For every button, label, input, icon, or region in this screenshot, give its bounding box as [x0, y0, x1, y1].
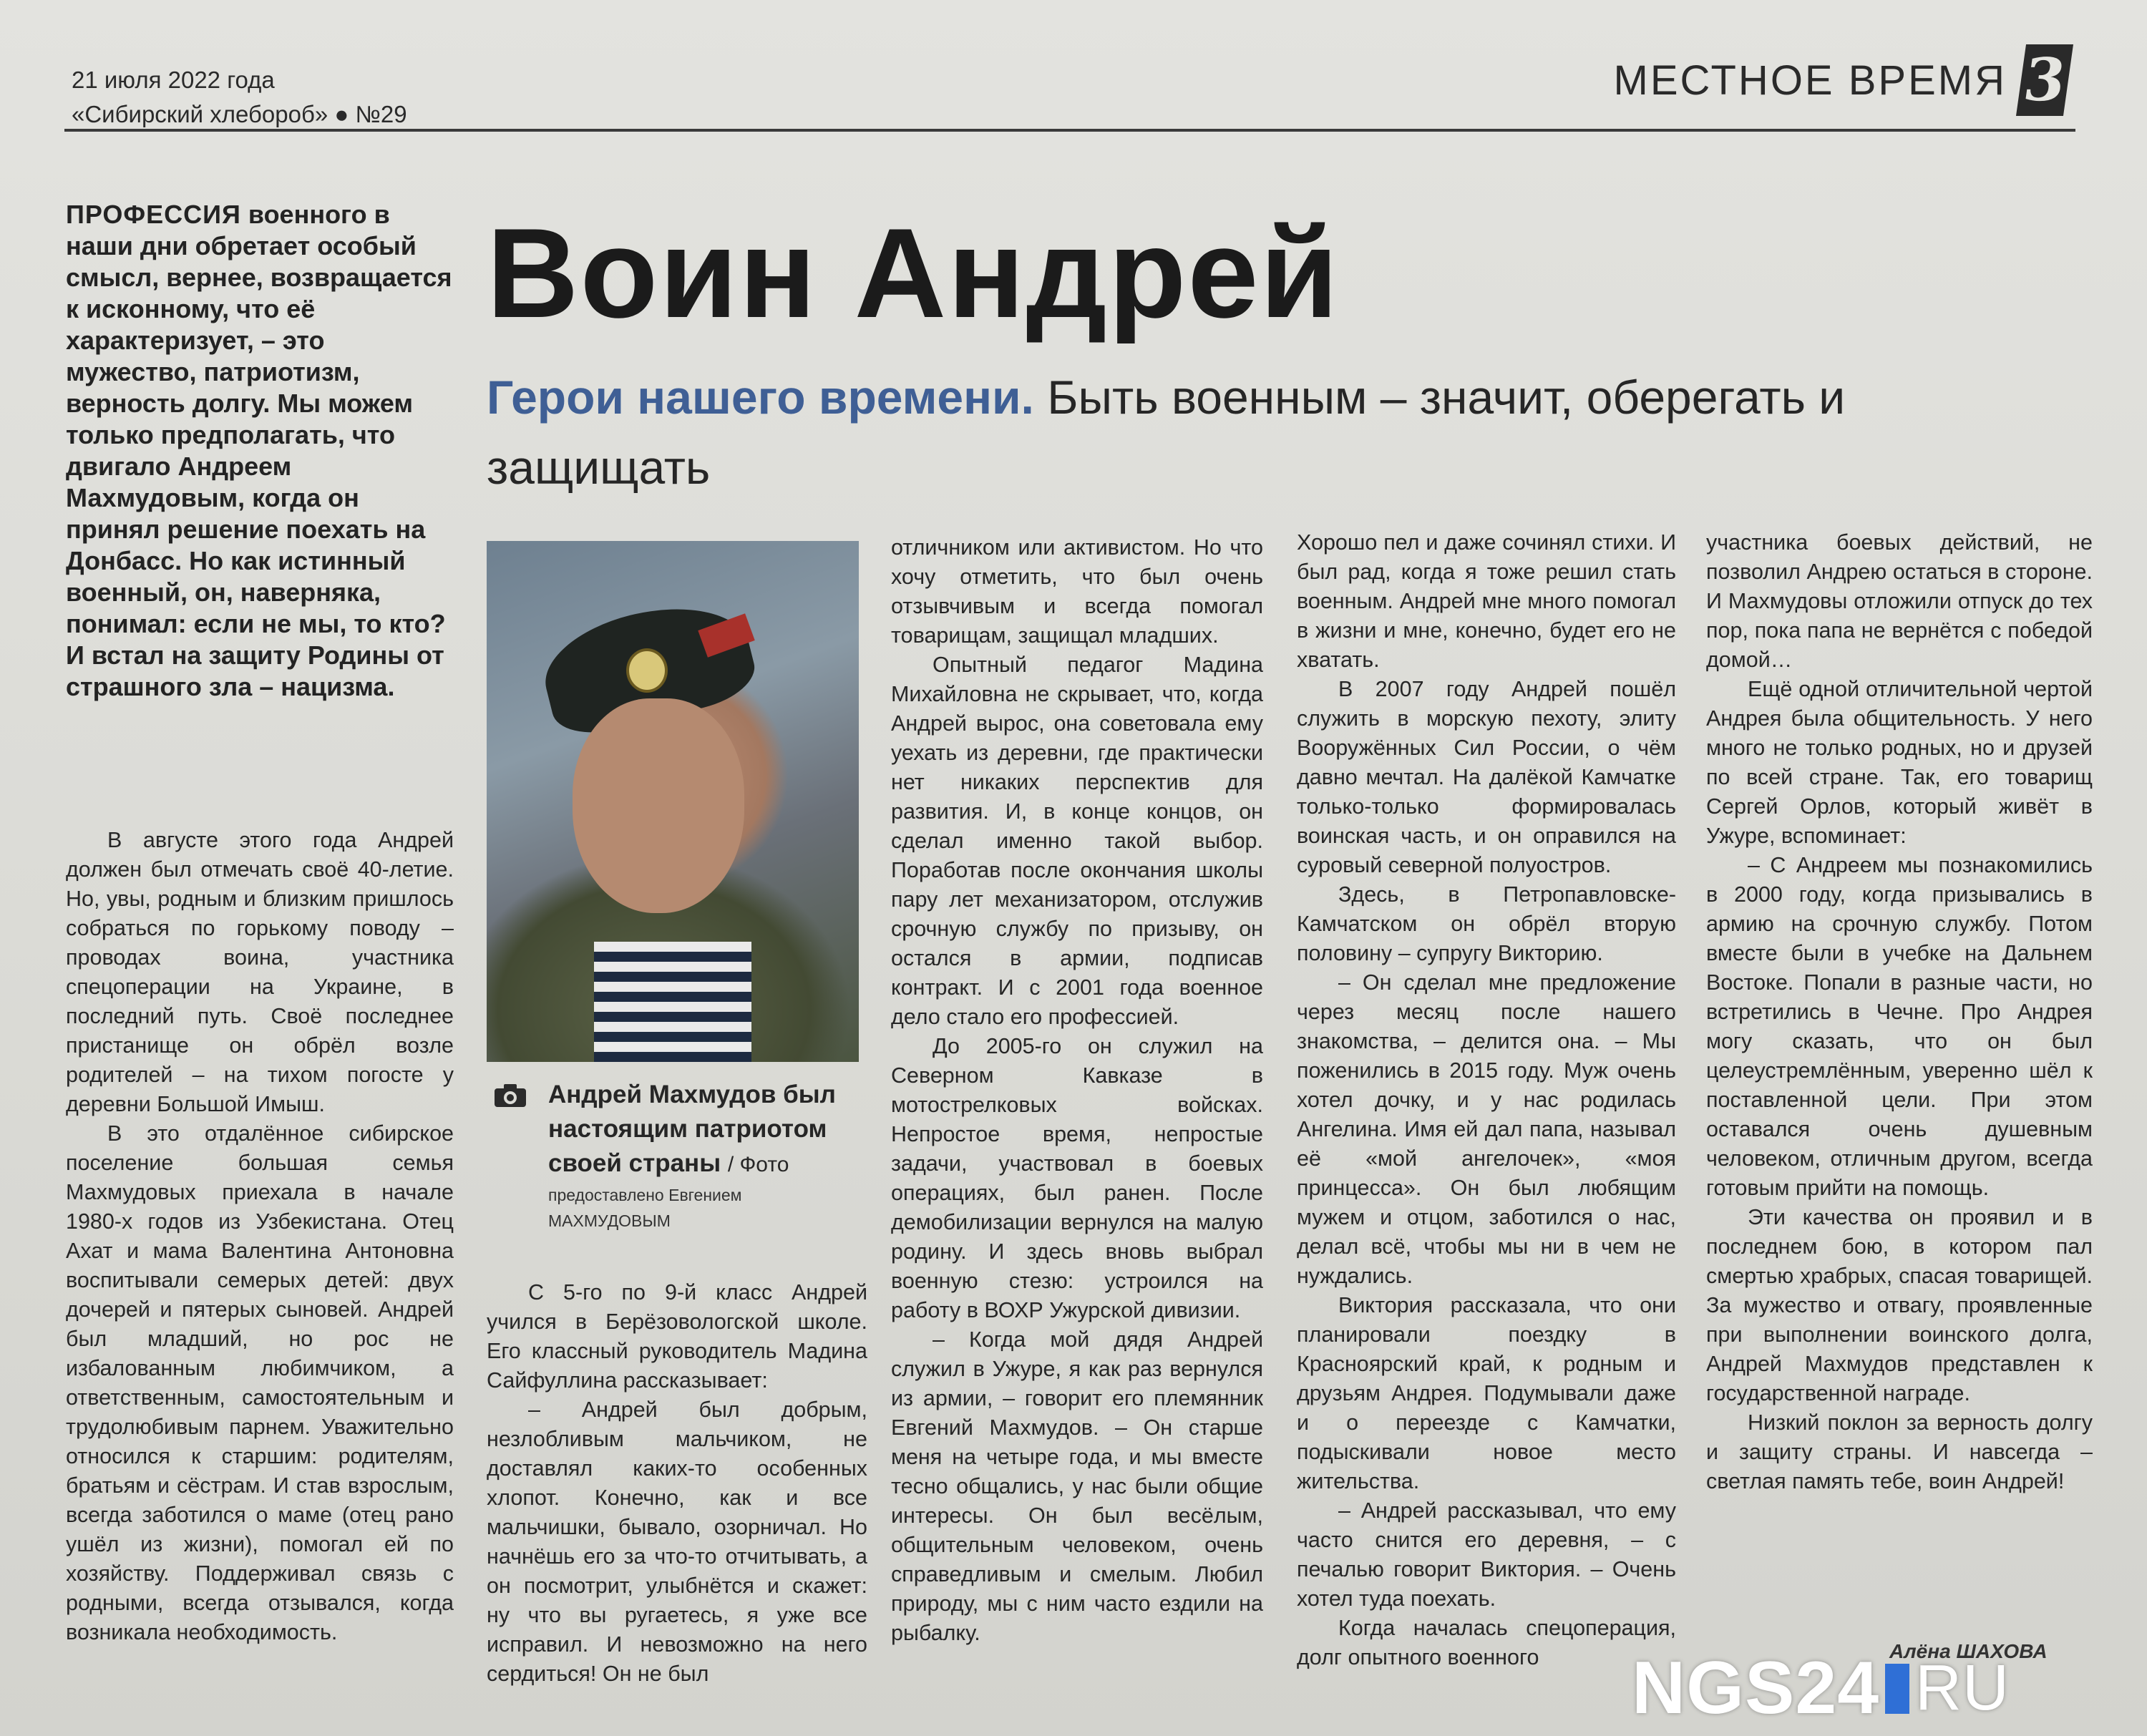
watermark-right: RU	[1915, 1652, 2010, 1724]
paragraph: Опытный педагог Мадина Михайловна не скрывает, что, когда Андрей вырос, она советовала ему уехать из деревни, где практически нет никаких перспектив для развития. И, в конце концов, он сделал именно такой выбор. Поработав после окончания школы пару лет механизатором, отслужив срочную службу по призыву, он остался в армии, подписав контракт. И с 2001 года военное дело стало его профессией.	[891, 653, 1263, 1029]
issue-date: 21 июля 2022 года	[72, 67, 275, 93]
column-2-bottom	[487, 1278, 867, 1689]
striped-shirt	[594, 942, 751, 1062]
lead-text: военного в наши дни обретает особый смысл, вернее, возвращается к исконному, что её характеризует, – это мужество, патриотизм, верность долгу. Мы можем только предполагать, что двигало Андреем Махмудовым, когда он принял решение поехать на Донбасс. Но как истинный военный, он, наверняка, понимал: если не мы, то кто? И встал на защиту Родины от страшного зла – нацизма.	[66, 200, 452, 701]
page-number: 3	[2016, 44, 2073, 116]
paragraph: Эти качества он проявил и в последнем бою, в котором пал смертью храбрых, спасая товарищей. За мужество и отвагу, проявленные при выполнении воинского долга, Андрей Махмудов представлен к государственной награде.	[1706, 1205, 2093, 1405]
rubric: Герои нашего времени.	[487, 371, 1034, 424]
author-signature: Алёна ШАХОВА	[1889, 1640, 2048, 1662]
issue-info	[72, 63, 407, 132]
paragraph: Хорошо пел и даже сочинял стихи. И был рад, когда я тоже решил стать военным. Андрей мне много помогал в жизни и мне, конечно, будет его не хватать.	[1297, 530, 1676, 672]
section-name: МЕСТНОЕ ВРЕМЯ	[1613, 57, 2007, 104]
paragraph: отличником или активистом. Но что хочу отметить, что был очень отзывчивым и всегда помогал товарищам, защищал младших.	[891, 535, 1263, 648]
lead-paragraph	[66, 199, 452, 703]
paragraph: В августе этого года Андрей должен был отмечать своё 40-летие. Но, увы, родным и близким пришлось собраться по горькому поводу – проводах воина, участника спецоперации на Украине, в последний путь. Своё последнее пристанище он обрёл возле родителей – на тихом погосте у деревни Большой Имыш.	[66, 828, 454, 1116]
watermark-left: NGS24	[1632, 1647, 1880, 1730]
paragraph: Здесь, в Петропавловске-Камчатском он обрёл вторую половину – супругу Викторию.	[1297, 882, 1676, 965]
paragraph: В это отдалённое сибирское поселение большая семья Махмудовых приехала в начале 1980-х годов из Узбекистана. Отец Ахат и мама Валентина Антоновна воспитывали семерых детей: двух дочерей и пятерых сыновей. Андрей был младший, но рос не избалованным любимчиком, а ответственным, самостоятельным и трудолюбивым парнем. Уважительно относился к старшим: родителям, братьям и сёстрам. И став взрослым, всегда заботился о маме (отец рано ушёл из жизни), помогал ей по хозяйству. Поддерживал связь с родными, всегда отзывался, когда возникала необходимость.	[66, 1121, 454, 1644]
paragraph: С 5-го по 9-й класс Андрей учился в Берёзовологской школе. Его классный руководитель Мадина Сайфуллина рассказывает:	[487, 1280, 867, 1393]
paragraph: – Когда мой дядя Андрей служил в Ужуре, я как раз вернулся из армии, – говорит его племянник Евгений Махмудов. – Он старше меня на четыре года, и мы вместе тесно общались, у нас были общие интересы. Он был весёлым, общительным человеком, очень справедливым и смелым. Любил природу, мы с ним часто ездили на рыбалку.	[891, 1327, 1263, 1645]
header-divider	[64, 129, 2075, 132]
paragraph: – Андрей был добрым, незлобливым мальчиком, не доставлял каких-то особенных хлопот. Конечно, как и все мальчишки, бывало, озорничал. Но начнёшь его за что-то отчитывать, а он посмотрит, улыбнётся и скажет: ну что вы ругаетесь, я уже все исправил. И невозможно на него сердиться! Он не был	[487, 1398, 867, 1686]
paragraph: До 2005-го он служил на Северном Кавказе в мотострелковых войсках. Непростое время, непростые задачи, участвовал в боевых операциях, был ранен. После демобилизации вернулся на малую родину. И здесь вновь выбрал военную стезю: устроился на работу в ВОХР Ужурской дивизии.	[891, 1034, 1263, 1322]
photo-caption	[494, 1078, 866, 1234]
column-4	[1706, 528, 2093, 1496]
watermark-square-icon	[1885, 1664, 1909, 1714]
paragraph: участника боевых действий, не позволил Андрею остаться в стороне. И Махмудовы отложили отпуск до тех пор, пока папа не вернётся с победой домой…	[1706, 530, 2093, 672]
paragraph: – Андрей рассказывал, что ему часто снится его деревня, – с печалью говорит Виктория. – Очень хотел туда поехать.	[1297, 1498, 1676, 1611]
face-shape	[573, 698, 744, 913]
paragraph: Когда началась спецоперация, долг опытного военного	[1297, 1616, 1676, 1669]
portrait-photo	[487, 541, 859, 1062]
caption-separator: / Фото	[727, 1153, 789, 1176]
lead-cap: ПРОФЕССИЯ	[66, 200, 241, 229]
ngs24-watermark-logo	[1632, 1646, 2010, 1731]
column-3	[1297, 528, 1676, 1672]
caption-text: Андрей Махмудов был настоящим патриотом своей страны	[548, 1081, 836, 1177]
subtitle-text: Быть военным – значит, оберегать и защищать	[487, 371, 1846, 494]
paragraph: – С Андреем мы познакомились в 2000 году, когда призывались в армию на срочную службу. Потом вместе были в учебке на Дальнем Востоке. Попали в разные части, но встретились в Чечне. Про Андрея могу сказать, что он был целеустремлённым, уверенно шёл к поставленной цели. При этом оставался очень душевным человеком, отличным другом, всегда готовым прийти на помощь.	[1706, 853, 2093, 1200]
article-title: Воин Андрей	[487, 202, 1340, 344]
caption-text-block	[548, 1078, 866, 1182]
column-1	[66, 826, 454, 1647]
paragraph: – Он сделал мне предложение через месяц после нашего знакомства, – делится она. – Мы поженились в 2015 году. Муж очень хотел дочку, и у нас родилась Ангелина. Имя ей дал папа, называл её «мой ангелочек», «моя принцесса». Он был любящим мужем и отцом, заботился о нас, делал всё, чтобы мы ни в чем не нуждались.	[1297, 970, 1676, 1288]
paragraph: Ещё одной отличительной чертой Андрея была общительность. У него много не только родных, но и друзей по всей стране. Так, его товарищ Сергей Орлов, который живёт в Ужуре, вспоминает:	[1706, 677, 2093, 848]
paragraph: Виктория рассказала, что они планировали поездку в Красноярский край, к родным и друзьям Андрея. Подумывали даже и о переезде с Камчатки, подыскивали новое место жительства.	[1297, 1293, 1676, 1493]
article-subtitle	[487, 362, 1961, 502]
column-2	[891, 533, 1263, 1648]
camera-icon	[494, 1083, 527, 1108]
newspaper-name: «Сибирский хлебороб» ● №29	[72, 101, 407, 127]
paragraph: В 2007 году Андрей пошёл служить в морскую пехоту, элиту Вооружённых Сил России, о чём давно мечтал. На далёкой Камчатке только-только формировалась воинская часть, и он оправился на суровый северной полуостров.	[1297, 677, 1676, 877]
beret-badge	[626, 648, 668, 693]
section-header	[1614, 44, 2068, 116]
photo-credit: предоставлено Евгением МАХМУДОВЫМ	[548, 1186, 742, 1230]
paragraph: Низкий поклон за верность долгу и защиту страны. И навсегда – светлая память тебе, воин Андрей!	[1706, 1410, 2093, 1493]
